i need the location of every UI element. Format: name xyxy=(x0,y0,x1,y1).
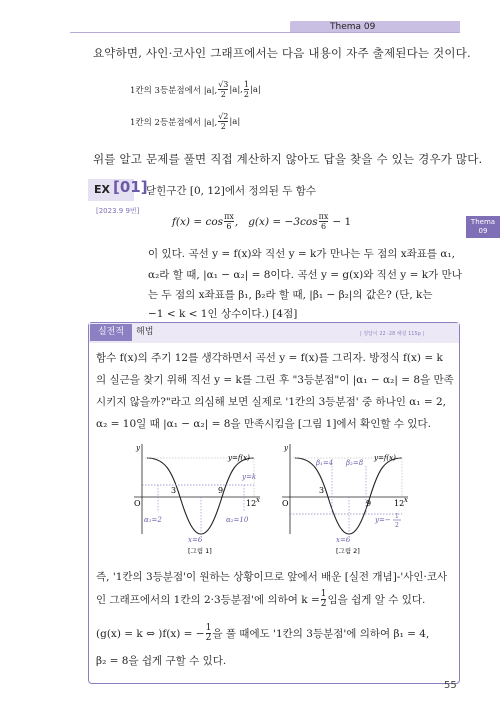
item1-mid: |a|, xyxy=(229,84,243,95)
sol-line-4: α₂ = 10일 때 |α₁ − α₂| = 8을 만족시킴을 [그림 1]에서 확인할 수 있다. xyxy=(96,418,431,430)
fig2-beta2-label: β₂=8 xyxy=(346,459,364,467)
sol-line-2: 의 실근을 찾기 위해 직선 y = k를 그린 후 "3등분점"이 |α₁ − α₂| = 8을 만족 xyxy=(96,374,454,386)
sol-line-7-frac-num: 1 xyxy=(205,623,212,633)
g-tail: − 1 xyxy=(332,215,352,228)
item2-end: |a| xyxy=(229,116,241,127)
ex-source: [2023.9 9번] xyxy=(96,207,140,215)
fig1-tick-3: 3 xyxy=(171,486,177,495)
side-thema-tab xyxy=(466,216,500,238)
fig2-y-label: y xyxy=(284,444,288,452)
sol-line-6-frac-den: 2 xyxy=(320,599,327,609)
g-frac-num: πx xyxy=(318,212,329,221)
page-number: 55 xyxy=(444,680,457,691)
ex-para-2: α₂라 할 때, |α₁ − α₂| = 8이다. 곡선 y = g(x)와 직선 y = k가 만나 xyxy=(148,269,462,281)
side-tab-line1: Thema xyxy=(470,218,496,226)
fig2-line-frac-den: 2 xyxy=(395,522,399,529)
fig2-curve-label: y=f(x) xyxy=(374,454,396,462)
header-rule xyxy=(70,32,460,33)
sol-line-6-frac-num: 1 xyxy=(320,589,327,599)
fig2-tick-12: 12 xyxy=(394,499,405,508)
ex-para-4: −1 < k < 1인 상수이다.) [4점] xyxy=(148,308,298,320)
ex-label: EX xyxy=(94,183,110,196)
fig2-x-label: x xyxy=(404,496,408,504)
sol-line-1: 함수 f(x)의 주기 12를 생각하면서 곡선 y = f(x)를 그리자. 방정식 f(x) = k xyxy=(96,352,443,364)
sol-line-7b: 을 풀 때에도 '1칸의 3등분점'에 의하여 β₁ = 4, xyxy=(212,628,430,640)
ex-stem: 닫힌구간 [0, 12]에서 정의된 두 함수 xyxy=(146,185,316,197)
fig1-tick-9: 9 xyxy=(218,486,224,495)
g-frac-den: 6 xyxy=(320,222,327,231)
item2-label: 1칸의 2등분점에서 |a|, xyxy=(130,117,218,128)
item1-label: 1칸의 3등분점에서 |a|, xyxy=(130,85,218,96)
figures-svg xyxy=(120,438,440,560)
ex-number-value: 01 xyxy=(119,178,141,196)
f-def: f(x) = cos xyxy=(172,215,224,228)
sol-line-3: 시키지 않을까?"라고 의심해 보면 실제로 '1칸의 3등분점' 중 하나인 α₁ = 2, xyxy=(96,396,446,408)
figure-2 xyxy=(282,444,408,555)
sol-line-7 xyxy=(96,624,429,643)
intro-item-1 xyxy=(130,80,261,99)
fig2-tick-3: 3 xyxy=(319,486,325,495)
fig2-x6-label: x=6 xyxy=(336,536,351,544)
ex-para-1: 이 있다. 곡선 y = f(x)와 직선 y = k가 만나는 두 점의 x좌표를 α₁, xyxy=(148,248,456,260)
intro-conclusion: 위를 알고 문제를 풀면 직접 계산하지 않아도 답을 찾을 수 있는 경우가 많다. xyxy=(93,152,483,166)
item1-frac2-num: 1 xyxy=(243,80,249,89)
f-frac-num: πx xyxy=(224,212,234,221)
g-def: , g(x) = −3cos xyxy=(234,215,318,228)
item1-frac2 xyxy=(244,80,249,99)
fig1-alpha2-label: α₂=10 xyxy=(226,516,249,524)
sol-line-7-frac xyxy=(206,624,212,643)
solution-tab-method: 해법 xyxy=(136,327,154,337)
fig1-y-label: y xyxy=(136,444,140,452)
g-frac xyxy=(319,212,329,231)
fig1-x-label: x xyxy=(256,496,260,504)
fig2-line-label: y=− xyxy=(375,516,391,524)
intro-item-2 xyxy=(130,112,240,131)
sol-line-6a: 인 그래프에서의 1칸의 2·3등분점'에 의하여 k = xyxy=(96,594,320,606)
fig1-curve-label: y=f(x) xyxy=(228,454,250,462)
sol-line-7a: (g(x) = k ⇔ )f(x) = − xyxy=(96,627,205,640)
fig2-beta1-label: β₁=4 xyxy=(316,459,334,467)
item2-frac xyxy=(218,112,228,131)
item2-frac-den: 2 xyxy=(220,122,226,131)
solution-tab-practical: 실전적 xyxy=(90,324,132,341)
fig1-x6-label: x=6 xyxy=(188,536,203,544)
f-frac-den: 6 xyxy=(226,222,232,231)
ex-definitions xyxy=(172,212,351,231)
side-tab-line2: 09 xyxy=(478,227,488,235)
figure-1 xyxy=(134,444,260,555)
fig2-origin: O xyxy=(282,499,289,508)
sol-line-6b: 임을 쉽게 알 수 있다. xyxy=(327,594,426,606)
fig1-caption: [그림 1] xyxy=(188,547,212,555)
sol-line-8: β₂ = 8을 쉽게 구할 수 있다. xyxy=(96,655,227,667)
fig1-tick-12: 12 xyxy=(246,499,257,508)
thema-header-label: Thema 09 xyxy=(330,22,376,32)
item1-end: |a| xyxy=(249,84,261,95)
sol-line-6 xyxy=(96,590,425,609)
item1-frac1-den: 2 xyxy=(220,90,226,99)
item1-frac1 xyxy=(218,80,228,99)
f-frac xyxy=(224,212,234,231)
fig2-line-frac-num: 1 xyxy=(395,513,399,520)
ex-para-3: 는 두 점의 x좌표를 β₁, β₂라 할 때, |β₁ − β₂|의 값은? (단, k는 xyxy=(148,289,433,301)
fig2-tick-9: 9 xyxy=(366,499,372,508)
ex-number: [01] xyxy=(113,178,148,196)
item1-frac2-den: 2 xyxy=(243,90,249,99)
intro-summary: 요약하면, 사인·코사인 그래프에서는 다음 내용이 자주 출제된다는 것이다. xyxy=(93,46,471,60)
item2-frac-num: √2 xyxy=(218,112,229,121)
sol-line-6-frac xyxy=(321,590,327,609)
fig1-alpha1-label: α₁=2 xyxy=(144,516,162,524)
fig2-caption: [그림 2] xyxy=(336,547,360,555)
item1-frac1-num: √3 xyxy=(218,80,229,89)
solution-note: | 정답이 22 ·28 해설 115p | xyxy=(360,331,425,337)
sol-line-5: 즉, '1칸의 3등분점'이 원하는 상황이므로 앞에서 배운 [실전 개념]-'사인·코사 xyxy=(96,571,448,583)
sol-line-7-frac-den: 2 xyxy=(205,633,212,643)
fig1-line-label: y=k xyxy=(242,473,257,481)
fig1-origin: O xyxy=(134,499,141,508)
